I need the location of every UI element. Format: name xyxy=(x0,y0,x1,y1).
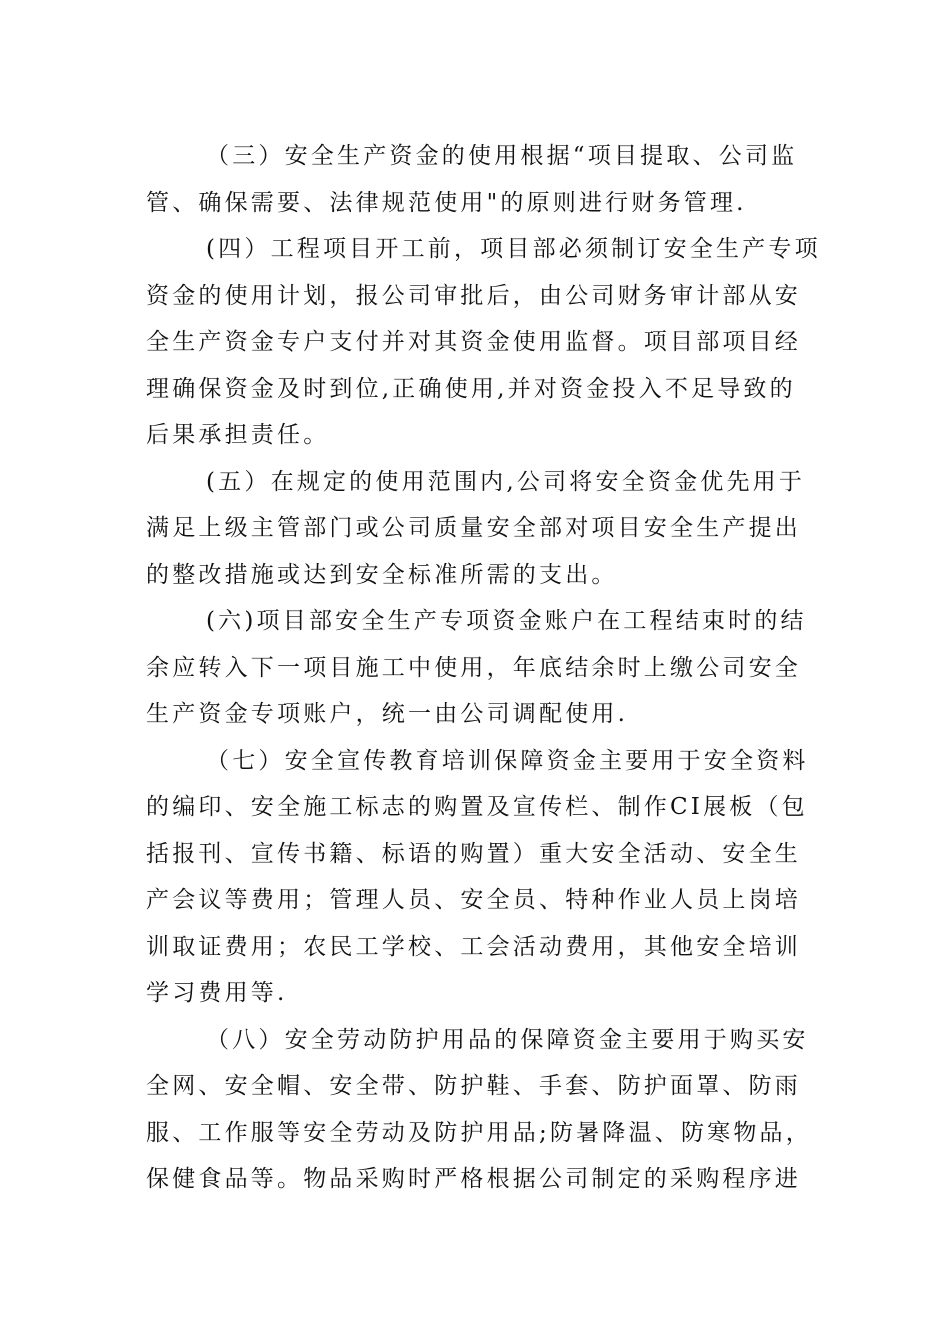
paragraph-line: 括报刊、宣传书籍、标语的购置）重大安全活动、安全生 xyxy=(146,840,801,867)
paragraph-line: 学习费用等. xyxy=(146,980,288,1006)
paragraph-line: 全生产资金专户支付并对其资金使用监督。项目部项目经 xyxy=(146,329,801,355)
paragraph-line: 训取证费用；农民工学校、工会活动费用，其他安全培训 xyxy=(146,933,801,960)
paragraph-line: 理确保资金及时到位,正确使用,并对资金投入不足导致的 xyxy=(146,375,796,402)
paragraph-line: 保健食品等。物品采购时严格根据公司制定的采购程序进 xyxy=(146,1166,801,1192)
paragraph-line: 管、确保需要、法律规范使用"的原则进行财务管理. xyxy=(146,189,747,216)
paragraph-line: 的整改措施或达到安全标准所需的支出。 xyxy=(146,561,618,588)
paragraph-line: (四）工程项目开工前，项目部必须制订安全生产专项 xyxy=(206,236,821,262)
paragraph-line: (五）在规定的使用范围内,公司将安全资金优先用于 xyxy=(206,468,806,495)
paragraph-line: 服、工作服等安全劳动及防护用品;防暑降温、防寒物品， xyxy=(146,1119,812,1146)
paragraph-line: 的编印、安全施工标志的购置及宣传栏、制作CI展板（包 xyxy=(146,794,808,820)
paragraph-line: 满足上级主管部门或公司质量安全部对项目安全生产提出 xyxy=(146,515,801,541)
paragraph-line: （三）安全生产资金的使用根据“项目提取、公司监 xyxy=(206,143,798,169)
paragraph-line: （七）安全宣传教育培训保障资金主要用于安全资料 xyxy=(206,747,809,774)
paragraph-7 xyxy=(146,738,810,1017)
document-body xyxy=(146,133,821,1203)
paragraph-line: 余应转入下一项目施工中使用，年底结余时上缴公司安全 xyxy=(146,654,801,681)
paragraph-line: 生产资金专项账户，统一由公司调配使用. xyxy=(146,701,629,727)
paragraph-5 xyxy=(146,459,810,599)
paragraph-8 xyxy=(146,1017,810,1203)
paragraph-line: 资金的使用计划，报公司审批后，由公司财务审计部从安 xyxy=(146,282,801,309)
paragraph-3 xyxy=(146,133,810,226)
paragraph-line: 后果承担责任。 xyxy=(146,422,330,448)
paragraph-4 xyxy=(146,226,821,459)
paragraph-6 xyxy=(146,598,810,738)
paragraph-line: (六)项目部安全生产专项资金账户在工程结束时的结 xyxy=(206,608,807,634)
paragraph-line: 全网、安全帽、安全带、防护鞋、手套、防护面罩、防雨 xyxy=(146,1073,801,1099)
paragraph-line: 产会议等费用；管理人员、安全员、特种作业人员上岗培 xyxy=(146,887,801,913)
paragraph-line: （八）安全劳动防护用品的保障资金主要用于购买安 xyxy=(206,1026,809,1053)
